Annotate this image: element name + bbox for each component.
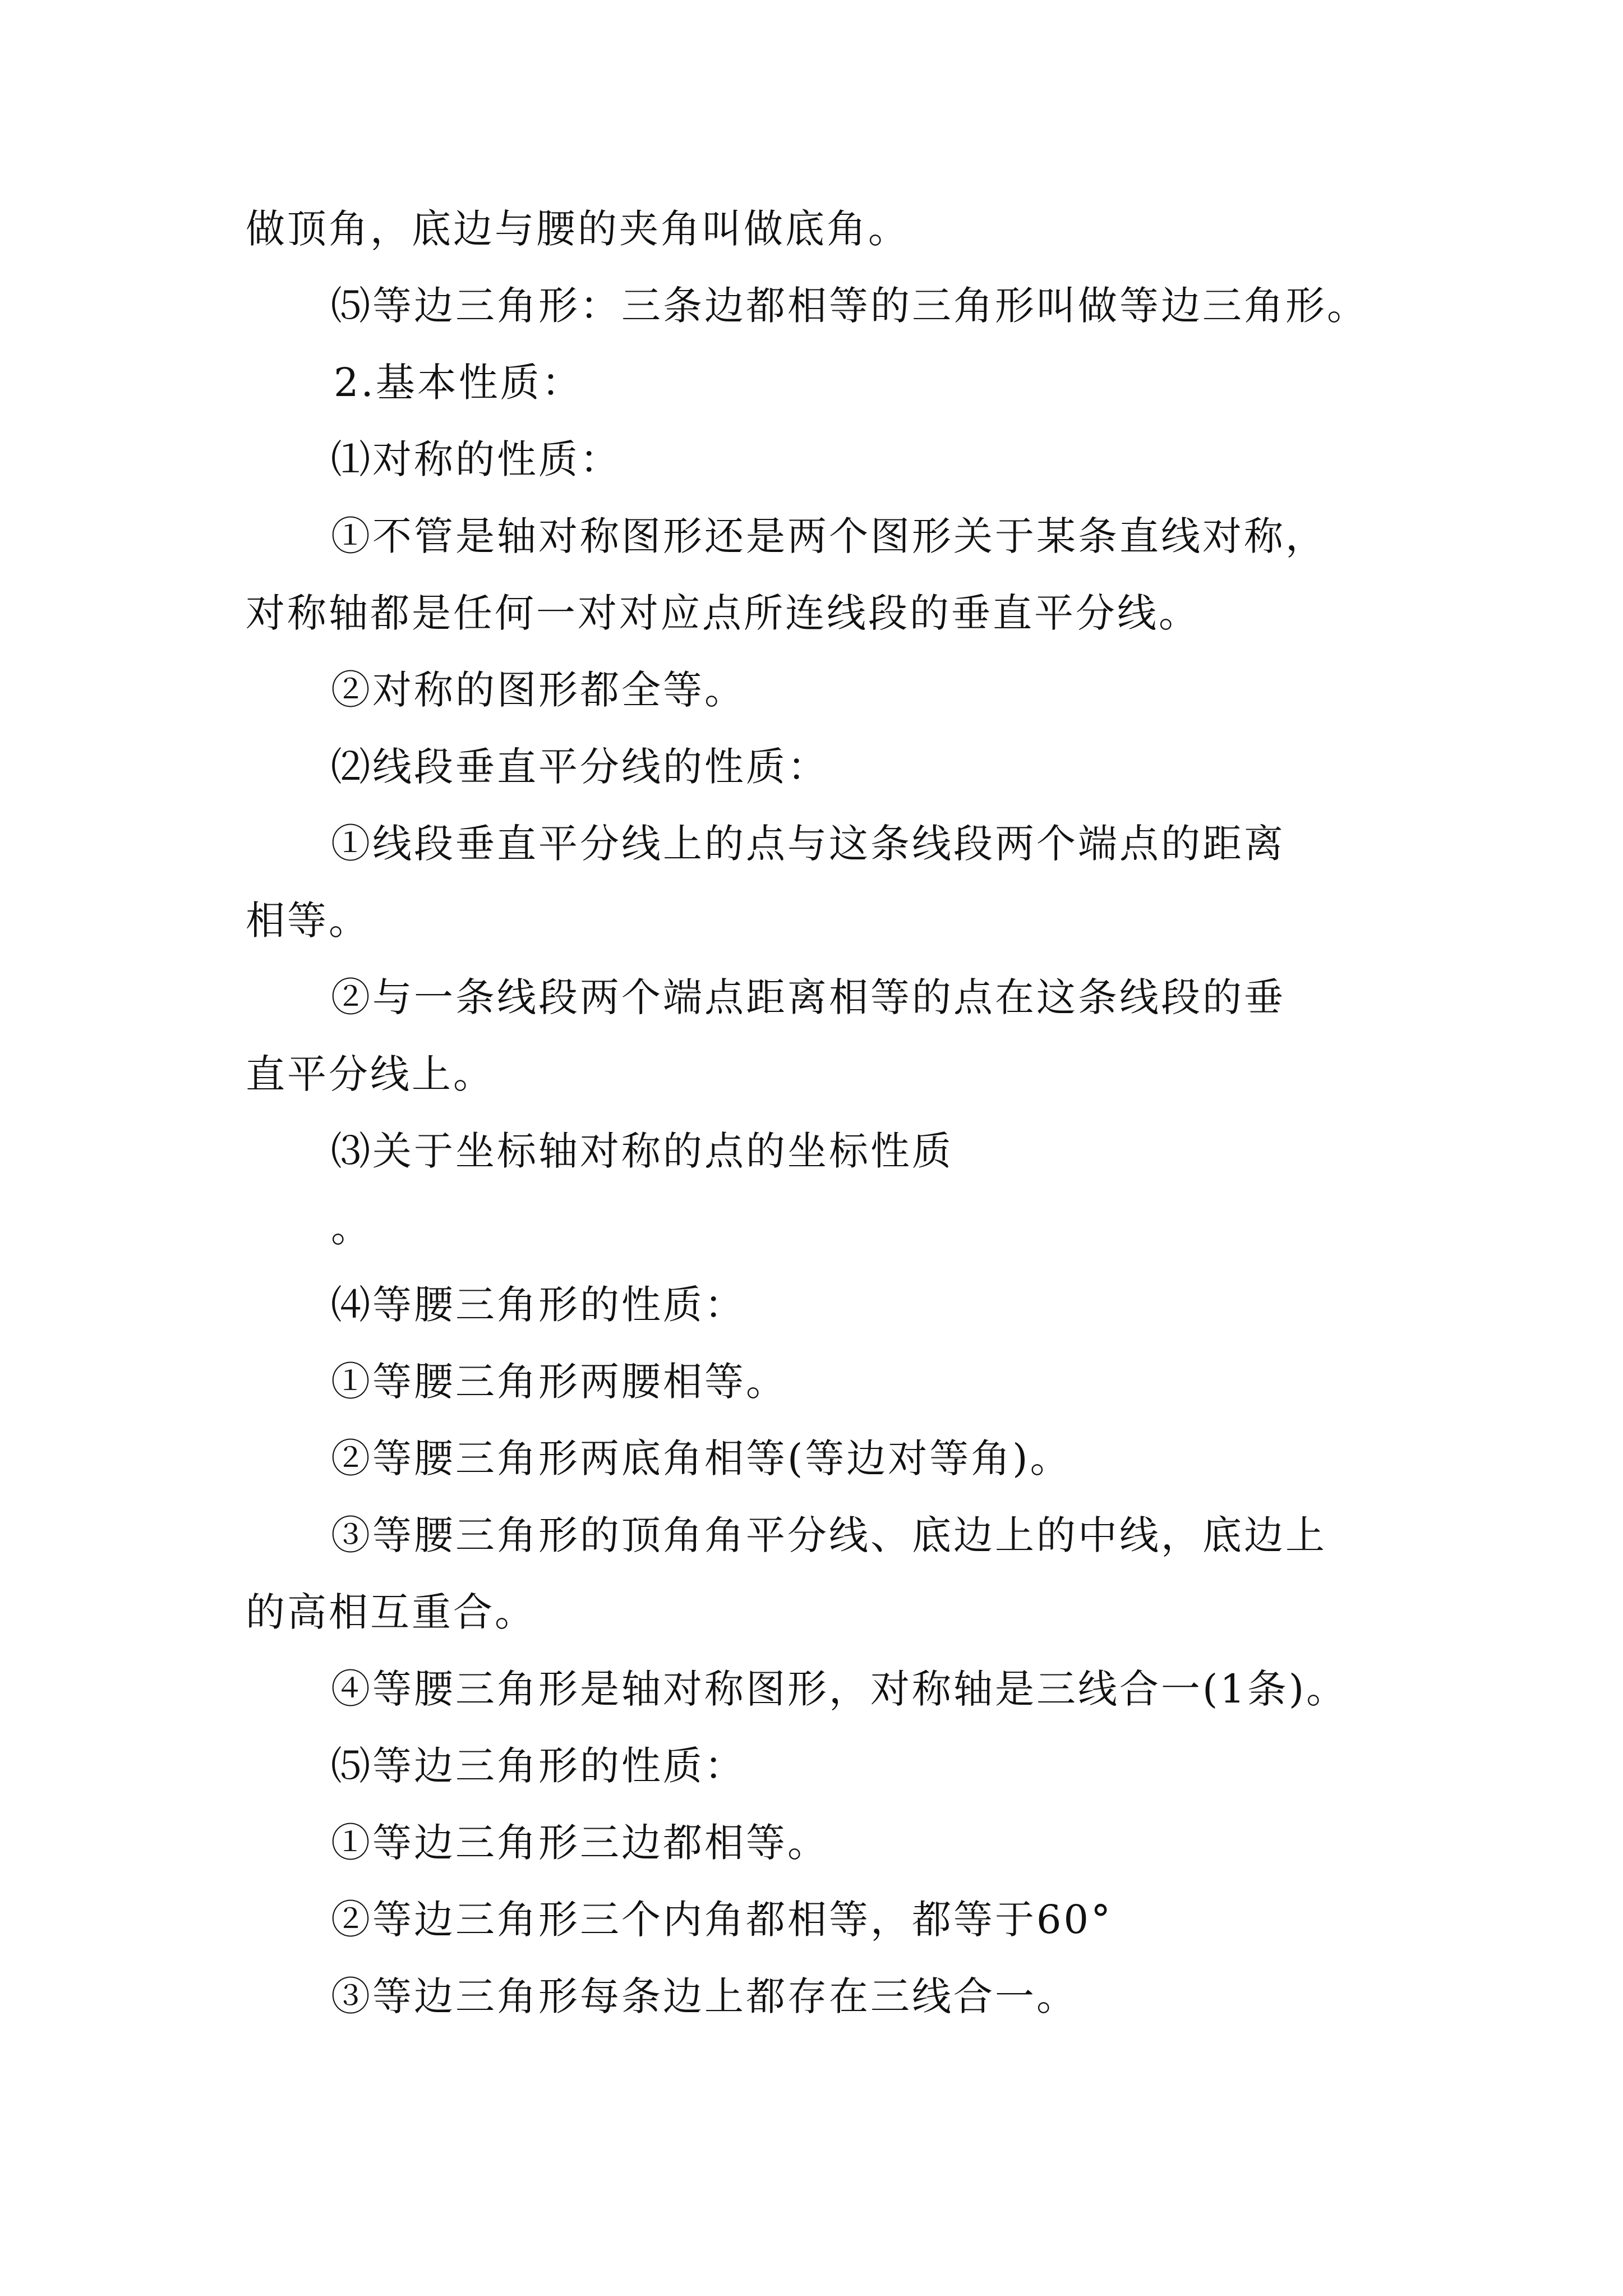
subsection-heading: ⑴对称的性质： [331, 436, 621, 482]
subsection-heading: ⑵线段垂直平分线的性质： [331, 744, 829, 790]
text-line: ①等边三角形三边都相等。 [331, 1820, 829, 1866]
text-line: ①不管是轴对称图形还是两个图形关于某条直线对称， [331, 513, 1327, 559]
text-line: ⑸等边三角形：三条边都相等的三角形叫做等边三角形。 [331, 283, 1368, 329]
text-line: ②等边三角形三个内角都相等，都等于60° [331, 1897, 1113, 1943]
text-line: 相等。 [246, 898, 370, 944]
subsection-heading: ⑸等边三角形的性质： [331, 1743, 746, 1789]
text-line: ②等腰三角形两底角相等(等边对等角)。 [331, 1435, 1072, 1481]
text-line: 做顶角，底边与腰的夹角叫做底角。 [246, 206, 910, 252]
text-line: 直平分线上。 [246, 1051, 495, 1097]
text-line: ④等腰三角形是轴对称图形，对称轴是三线合一(1条)。 [331, 1666, 1348, 1712]
subsection-heading: ⑶关于坐标轴对称的点的坐标性质 [331, 1128, 953, 1174]
text-line: 对称轴都是任何一对对应点所连线段的垂直平分线。 [246, 590, 1200, 636]
text-line: ②与一条线段两个端点距离相等的点在这条线段的垂 [331, 974, 1285, 1020]
section-heading: 2.基本性质： [334, 360, 583, 406]
text-line: 的高相互重合。 [246, 1589, 536, 1635]
subsection-heading: ⑷等腰三角形的性质： [331, 1282, 746, 1328]
text-line: ③等腰三角形的顶角角平分线、底边上的中线，底边上 [331, 1512, 1327, 1558]
text-line: ③等边三角形每条边上都存在三线合一。 [331, 1973, 1078, 2019]
text-line: ②对称的图形都全等。 [331, 667, 746, 713]
text-line: 。 [331, 1205, 372, 1251]
text-line: ①线段垂直平分线上的点与这条线段两个端点的距离 [331, 821, 1285, 867]
text-line: ①等腰三角形两腰相等。 [331, 1359, 787, 1405]
